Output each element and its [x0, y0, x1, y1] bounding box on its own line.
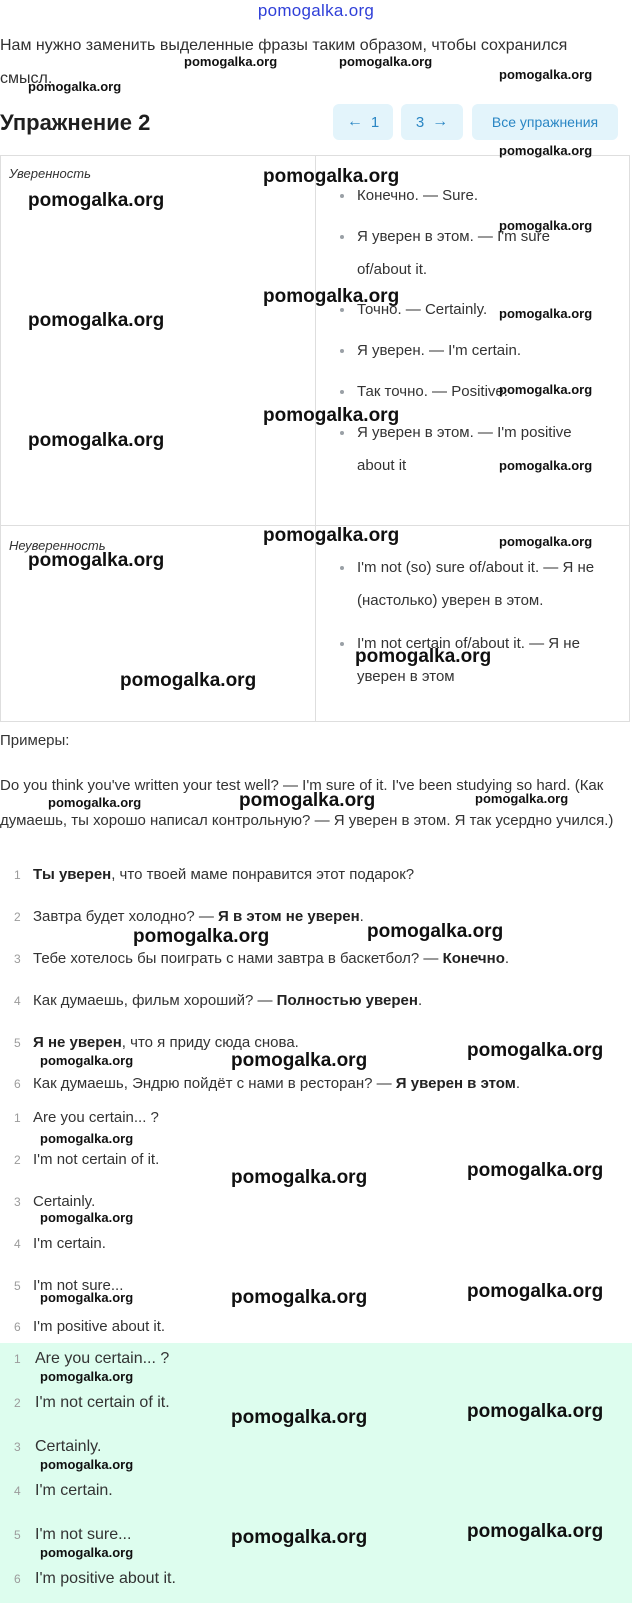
watermark: pomogalka.org	[467, 1521, 604, 1542]
watermark: pomogalka.org	[120, 670, 257, 691]
watermark: pomogalka.org	[40, 1290, 134, 1305]
all-exercises-label: Все упражнения	[491, 114, 599, 130]
watermark: pomogalka.org	[40, 1369, 134, 1384]
watermark: pomogalka.org	[499, 218, 593, 233]
watermark: pomogalka.org	[355, 646, 492, 667]
task-sentence: Как думаешь, фильм хороший? — Полностью уверен.	[33, 992, 423, 1009]
watermark: pomogalka.org	[499, 382, 593, 397]
watermark: pomogalka.org	[263, 405, 400, 426]
phrase-item: I'm not (so) sure of/about it. — Я не (настолько) уверен в этом.	[357, 551, 619, 617]
watermark: pomogalka.org	[367, 921, 504, 942]
row-number: 4	[14, 1237, 21, 1251]
row-number: 6	[14, 1077, 21, 1091]
watermark: pomogalka.org	[28, 430, 165, 451]
answer-phrase: I'm not sure...	[35, 1526, 132, 1543]
watermark: pomogalka.org	[40, 1545, 134, 1560]
task-row	[0, 950, 630, 974]
row-number: 4	[14, 994, 21, 1008]
watermark: pomogalka.org	[467, 1401, 604, 1422]
watermark: pomogalka.org	[40, 1053, 134, 1068]
task-sentence: Завтра будет холодно? — Я в этом не уверен.	[33, 908, 364, 925]
phrase-item: Так точно. — Positive.	[357, 375, 619, 408]
row-number: 2	[14, 910, 21, 924]
replacement-phrase: Certainly.	[33, 1193, 96, 1210]
watermark: pomogalka.org	[231, 1050, 368, 1071]
task-sentence: Ты уверен, что твоей маме понравится этот подарок?	[33, 866, 415, 883]
prev-exercise-label: 1	[370, 113, 380, 131]
row-number: 4	[14, 1484, 21, 1498]
replacement-phrase: I'm not certain of it.	[33, 1151, 160, 1168]
all-exercises-button[interactable]	[472, 104, 618, 140]
category-confidence: Уверенность	[9, 166, 91, 181]
watermark: pomogalka.org	[475, 791, 569, 806]
answer-phrase: I'm positive about it.	[35, 1570, 176, 1587]
replacement-phrase: I'm certain.	[33, 1235, 106, 1252]
examples-label: Примеры:	[0, 732, 70, 749]
phrase-item: Я уверен в этом. — I'm sure of/about it.	[357, 220, 597, 286]
replacement-phrase: Are you certain... ?	[33, 1109, 159, 1126]
page-title: Упражнение 2	[0, 110, 151, 135]
next-exercise-label: 3	[415, 113, 425, 131]
task-sentence: Как думаешь, Эндрю пойдёт с нами в ресторан? — Я уверен в этом.	[33, 1075, 521, 1092]
watermark: pomogalka.org	[184, 54, 278, 69]
answer-row	[0, 1482, 630, 1506]
watermark: pomogalka.org	[28, 79, 122, 94]
task-sentence: Я не уверен, что я приду сюда снова.	[33, 1034, 299, 1051]
examples-text: Do you think you've written your test well? — I'm sure of it. I've been studying so hard. (Как думаешь, ты хорошо написал контрольную? — Я уверен в этом. Я так усердно учился.)	[0, 777, 614, 829]
watermark: pomogalka.org	[263, 166, 400, 187]
replacement-phrase: I'm positive about it.	[33, 1318, 166, 1335]
watermark: pomogalka.org	[263, 525, 400, 546]
watermark: pomogalka.org	[499, 143, 593, 158]
watermark: pomogalka.org	[231, 1167, 368, 1188]
watermark: pomogalka.org	[231, 1287, 368, 1308]
watermark: pomogalka.org	[231, 1407, 368, 1428]
arrow-right-icon: →	[432, 113, 449, 130]
prev-exercise-button[interactable]	[333, 104, 393, 140]
watermark: pomogalka.org	[48, 795, 142, 810]
phrase-item: Я уверен. — I'm certain.	[357, 334, 619, 367]
task-sentence: Тебе хотелось бы поиграть с нами завтра в баскетбол? — Конечно.	[33, 950, 510, 967]
watermark: pomogalka.org	[499, 306, 593, 321]
row-number: 3	[14, 1440, 21, 1454]
row-number: 6	[14, 1320, 21, 1334]
watermark: pomogalka.org	[40, 1131, 134, 1146]
answer-phrase: I'm certain.	[35, 1482, 113, 1499]
table-divider	[315, 156, 316, 721]
task-row	[0, 866, 630, 890]
phrase-item: Я уверен в этом. — I'm positive about it	[357, 416, 607, 482]
answer-phrase: Certainly.	[35, 1438, 102, 1455]
answer-phrase: I'm not certain of it.	[35, 1394, 170, 1411]
row-number: 2	[14, 1396, 21, 1410]
watermark: pomogalka.org	[499, 458, 593, 473]
watermark: pomogalka.org	[467, 1040, 604, 1061]
watermark: pomogalka.org	[28, 190, 165, 211]
row-number: 2	[14, 1153, 21, 1167]
watermark: pomogalka.org	[467, 1160, 604, 1181]
task-row	[0, 992, 630, 1016]
row-number: 3	[14, 1195, 21, 1209]
watermark: pomogalka.org	[28, 310, 165, 331]
watermark: pomogalka.org	[133, 926, 270, 947]
answer-row	[0, 1570, 630, 1594]
watermark: pomogalka.org	[40, 1457, 134, 1472]
replacement-row	[0, 1318, 630, 1342]
replacement-phrase: I'm not sure...	[33, 1277, 124, 1294]
row-number: 1	[14, 868, 21, 882]
row-number: 1	[14, 1111, 21, 1125]
watermark: pomogalka.org	[40, 1210, 134, 1225]
phrase-item: Точно. — Certainly.	[357, 293, 619, 326]
watermark: pomogalka.org	[499, 534, 593, 549]
task-row	[0, 908, 630, 932]
watermark: pomogalka.org	[499, 67, 593, 82]
phrase-item: I'm not certain of/about it. — Я не уверен в этом	[357, 627, 619, 693]
row-number: 5	[14, 1528, 21, 1542]
watermark: pomogalka.org	[28, 550, 165, 571]
replacement-row	[0, 1235, 630, 1259]
replacement-row	[0, 1109, 630, 1133]
answer-phrase: Are you certain... ?	[35, 1350, 170, 1367]
watermark: pomogalka.org	[467, 1281, 604, 1302]
row-number: 3	[14, 952, 21, 966]
task-row	[0, 1075, 630, 1099]
arrow-left-icon: ←	[346, 113, 363, 130]
exercise-instruction: Нам нужно заменить выделенные фразы таким образом, чтобы сохранился смысл.	[0, 37, 568, 87]
row-number: 6	[14, 1572, 21, 1586]
phrase-item: Конечно. — Sure.	[357, 179, 619, 212]
watermark: pomogalka.org	[339, 54, 433, 69]
watermark: pomogalka.org	[263, 286, 400, 307]
row-number: 5	[14, 1036, 21, 1050]
watermark: pomogalka.org	[239, 790, 376, 811]
category-uncertainty: Неуверенность	[9, 538, 106, 553]
next-exercise-button[interactable]	[401, 104, 463, 140]
site-logo[interactable]: pomogalka.org	[257, 1, 375, 20]
row-number: 5	[14, 1279, 21, 1293]
row-number: 1	[14, 1352, 21, 1366]
watermark: pomogalka.org	[231, 1527, 368, 1548]
